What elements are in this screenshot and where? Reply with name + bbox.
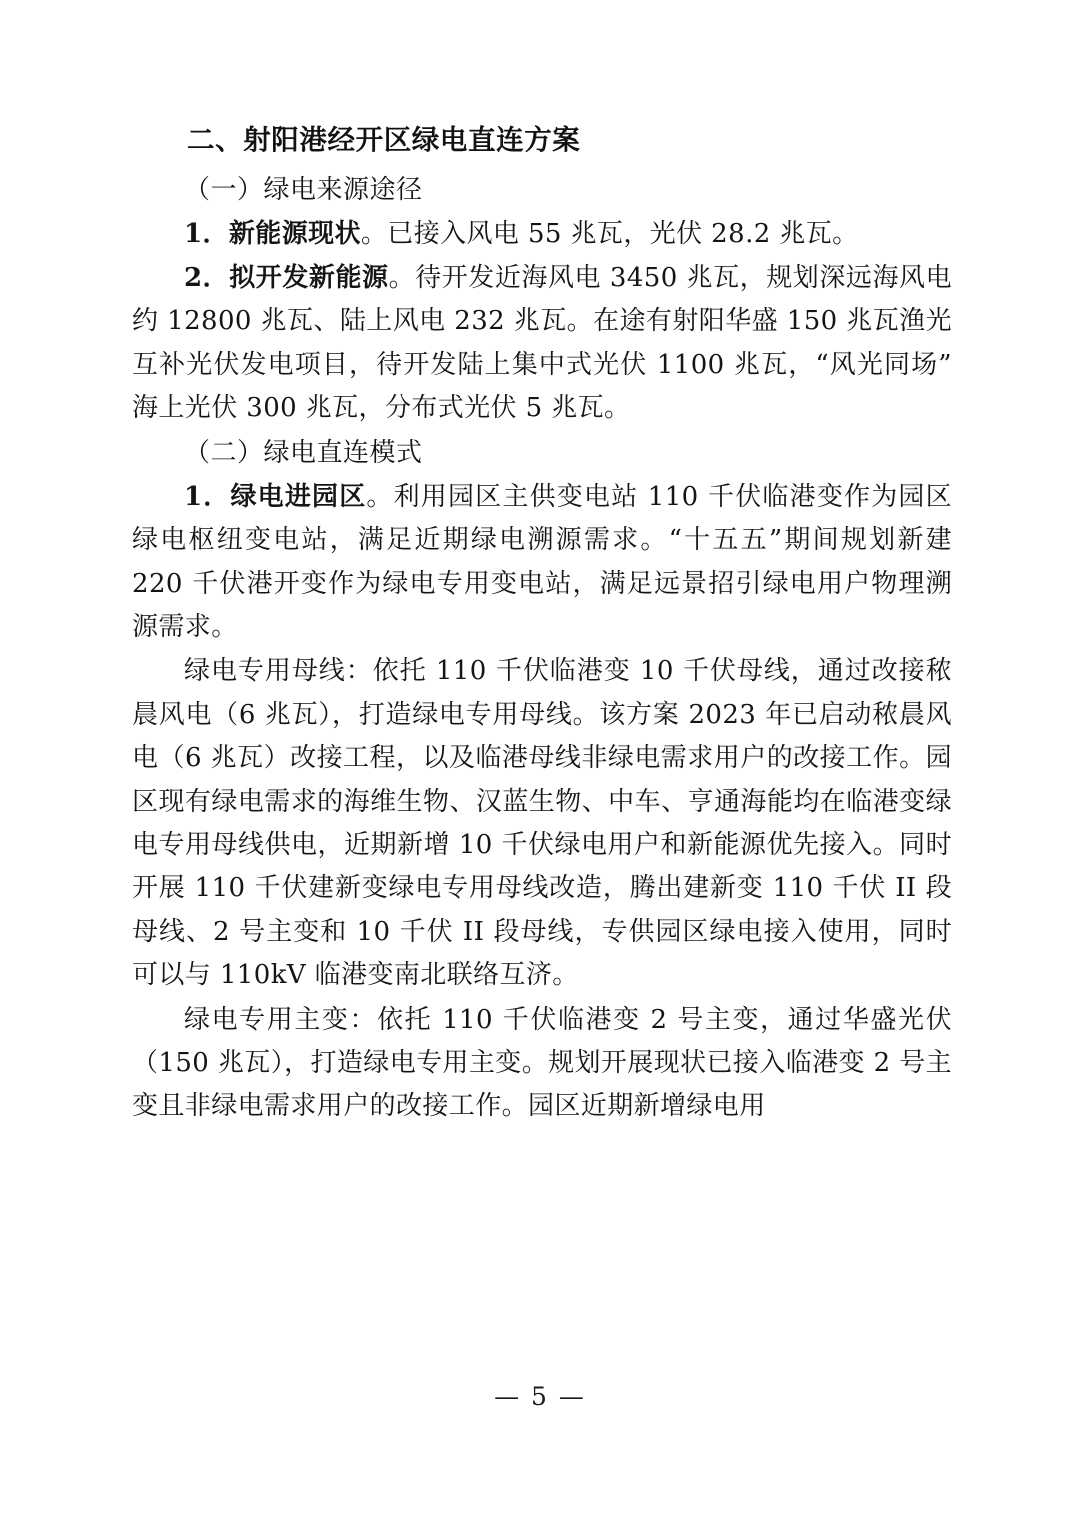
page-number: — 5 — xyxy=(494,1382,586,1411)
document-content xyxy=(132,118,952,1130)
item-2-label: 2．拟开发新能源 xyxy=(184,263,389,294)
page-title: 二、射阳港经开区绿电直连方案 xyxy=(187,124,581,156)
section-two-title: （二）绿电直连模式 xyxy=(184,437,423,468)
paragraph-dedicated-transformer: 绿电专用主变：依托 110 千伏临港变 2 号主变，通过华盛光伏（150 兆瓦），打造绿电专用主变。规划开展现状已接入临港变 2 号主变且非绿电需求用户的改接工作。园区近期新增绿电用 xyxy=(132,1004,952,1122)
item-1-label: 1．新能源现状 xyxy=(184,218,361,249)
paragraph-dedicated-busbar: 绿电专用母线：依托 110 千伏临港变 10 千伏母线，通过改接秾晨风电（6 兆瓦），打造绿电专用母线。该方案 2023 年已启动秾晨风电（6 兆瓦）改接工程，以及临港母线非绿电需求用户的改接工作。园区现有绿电需求的海维生物、汉蓝生物、中车、亨通海能均在临港变绿电专用母线供电，近期新增 10 千伏绿电用户和新能源优先接入。同时开展 110 千伏建新变绿电专用母线改造，腾出建新变 110 千伏 II 段母线、2 号主变和 10 千伏 II 段母线，专供园区绿电接入使用，同时可以与 110kV 临港变南北联络互济。 xyxy=(132,656,952,991)
paragraph-planned-new-energy xyxy=(132,257,952,431)
item-1-text: 。已接入风电 55 兆瓦，光伏 28.2 兆瓦。 xyxy=(360,218,859,249)
item-3-label: 1．绿电进园区 xyxy=(184,481,367,512)
paragraph-new-energy-status xyxy=(132,213,952,256)
item-3-text: 。利用园区主供变电站 110 千伏临港变作为园区绿电枢纽变电站，满足近期绿电溯源需求。“十五五”期间规划新建 220 千伏港开变作为绿电专用变电站，满足远景招引绿电用户物理溯源需求。 xyxy=(132,481,952,643)
item-2-text: 。待开发近海风电 3450 兆瓦，规划深远海风电约 12800 兆瓦、陆上风电 232 兆瓦。在途有射阳华盛 150 兆瓦渔光互补光伏发电项目，待开发陆上集中式光伏 1100 兆瓦，“风光同场”海上光伏 300 兆瓦，分布式光伏 5 兆瓦。 xyxy=(132,263,952,424)
paragraph-green-power-into-park xyxy=(132,476,952,650)
section-one-title: （一）绿电来源途径 xyxy=(184,174,423,205)
